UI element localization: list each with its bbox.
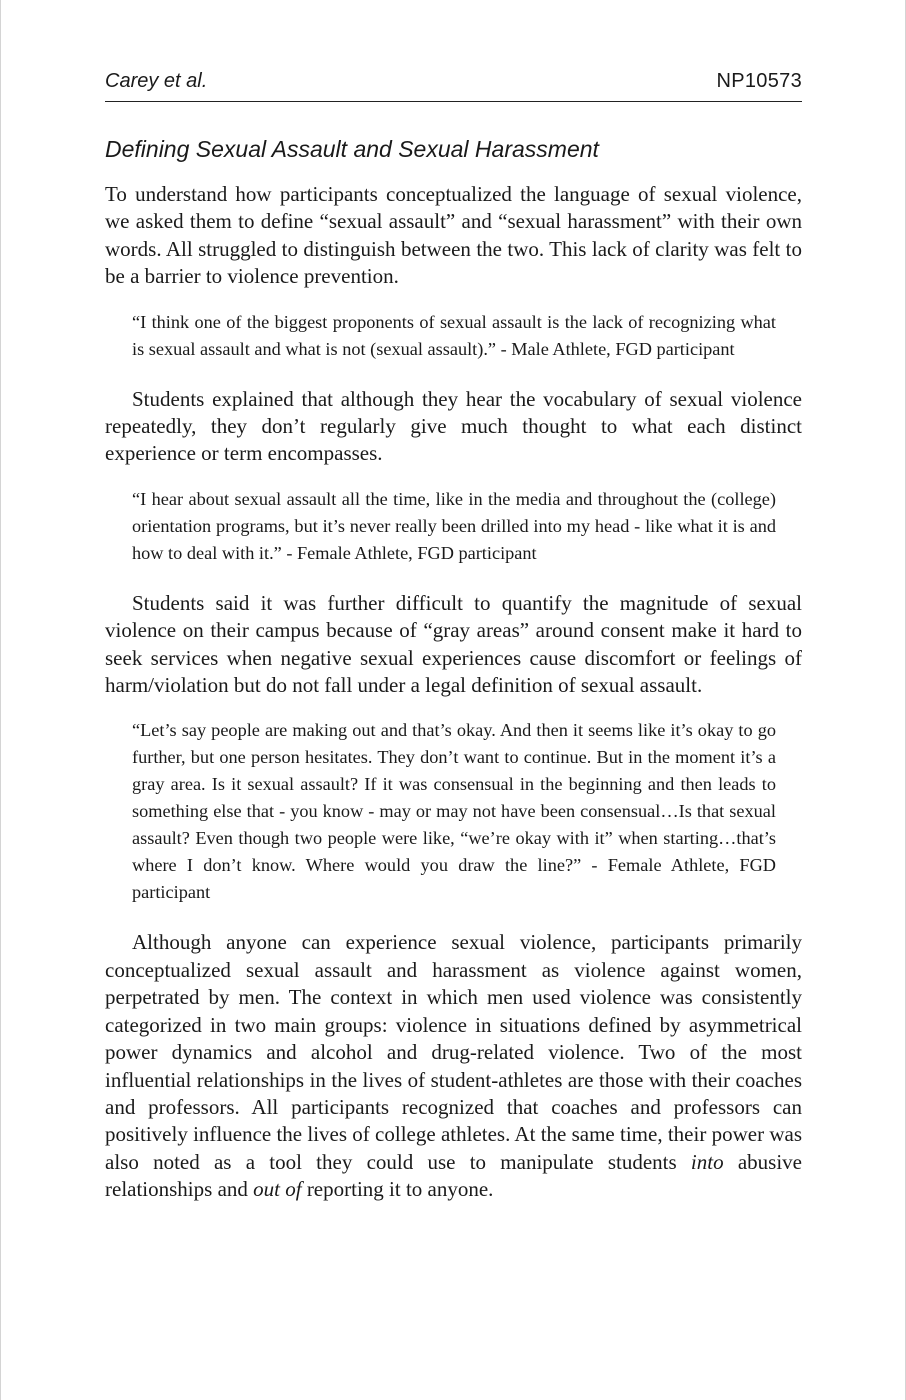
running-header <box>105 70 802 102</box>
header-authors: Carey et al. <box>105 70 208 92</box>
paragraph-4-text-b: abusive relationships and <box>105 1149 802 1202</box>
paragraph-1: To understand how participants conceptualized the language of sexual violence, we asked them to define “sexual assault” and “sexual harassment” with their own words. All struggled to distinguish between the two. This lack of clarity was felt to be a barrier to violence prevention. <box>105 182 802 289</box>
paragraph-3: Students said it was further difficult to quantify the magnitude of sexual violence on their campus because of “gray areas” around consent make it hard to seek services when negative sexual experiences cause discomfort or feelings of harm/violation but do not fall under a legal definition of sexual assault. <box>105 590 802 698</box>
quote-1: “I think one of the biggest proponents of sexual assault is the lack of recognizing what is sexual assault and what is not (sexual assault).” - Male Athlete, FGD participant <box>132 311 776 359</box>
paragraph-2: Students explained that although they hear the vocabulary of sexual violence repeatedly, they don’t regularly give much thought to what each distinct experience or term encompasses. <box>105 386 802 466</box>
quote-3: “Let’s say people are making out and that’s okay. And then it seems like it’s okay to go further, but one person hesitates. They don’t want to continue. But in the moment it’s a gray area. Is it sexual assault? If it was consensual in the beginning and then leads to something else that - you know - may or may not have been consensual…Is that sexual assault? Even though two people were like, “we’re okay with it” when starting…that’s where I don’t know. Where would you draw the line?” - Female Athlete, FGD participant <box>132 720 776 903</box>
paragraph-4-emphasis-into: into <box>690 1149 724 1174</box>
paragraph-4-text-a: Although anyone can experience sexual violence, participants primarily conceptualized sexual assault and harassment as violence against women, perpetrated by men. The context in which men used violence was consistently categorized in two main groups: violence in situations defined by asymmetrical power dynamics and alcohol and drug-related violence. Two of the most influential relationships in the lives of student-athletes are those with their coaches and professors. All participants recognized that coaches and professors can positively influence the lives of college athletes. At the same time, their power was also noted as a tool they could use to manipulate students <box>105 930 802 1174</box>
section-heading: Defining Sexual Assault and Sexual Harassment <box>105 136 599 162</box>
paragraph-4-text-c: reporting it to anyone. <box>301 1177 494 1202</box>
header-article-code: NP10573 <box>716 70 802 92</box>
quote-2: “I hear about sexual assault all the time, like in the media and throughout the (college) orientation programs, but it’s never really been drilled into my head - like what it is and how to deal with it.” - Female Athlete, FGD participant <box>132 488 776 563</box>
main-content <box>105 132 802 1204</box>
paragraph-4 <box>105 929 802 1203</box>
paragraph-4-emphasis-out-of: out of <box>253 1177 302 1202</box>
